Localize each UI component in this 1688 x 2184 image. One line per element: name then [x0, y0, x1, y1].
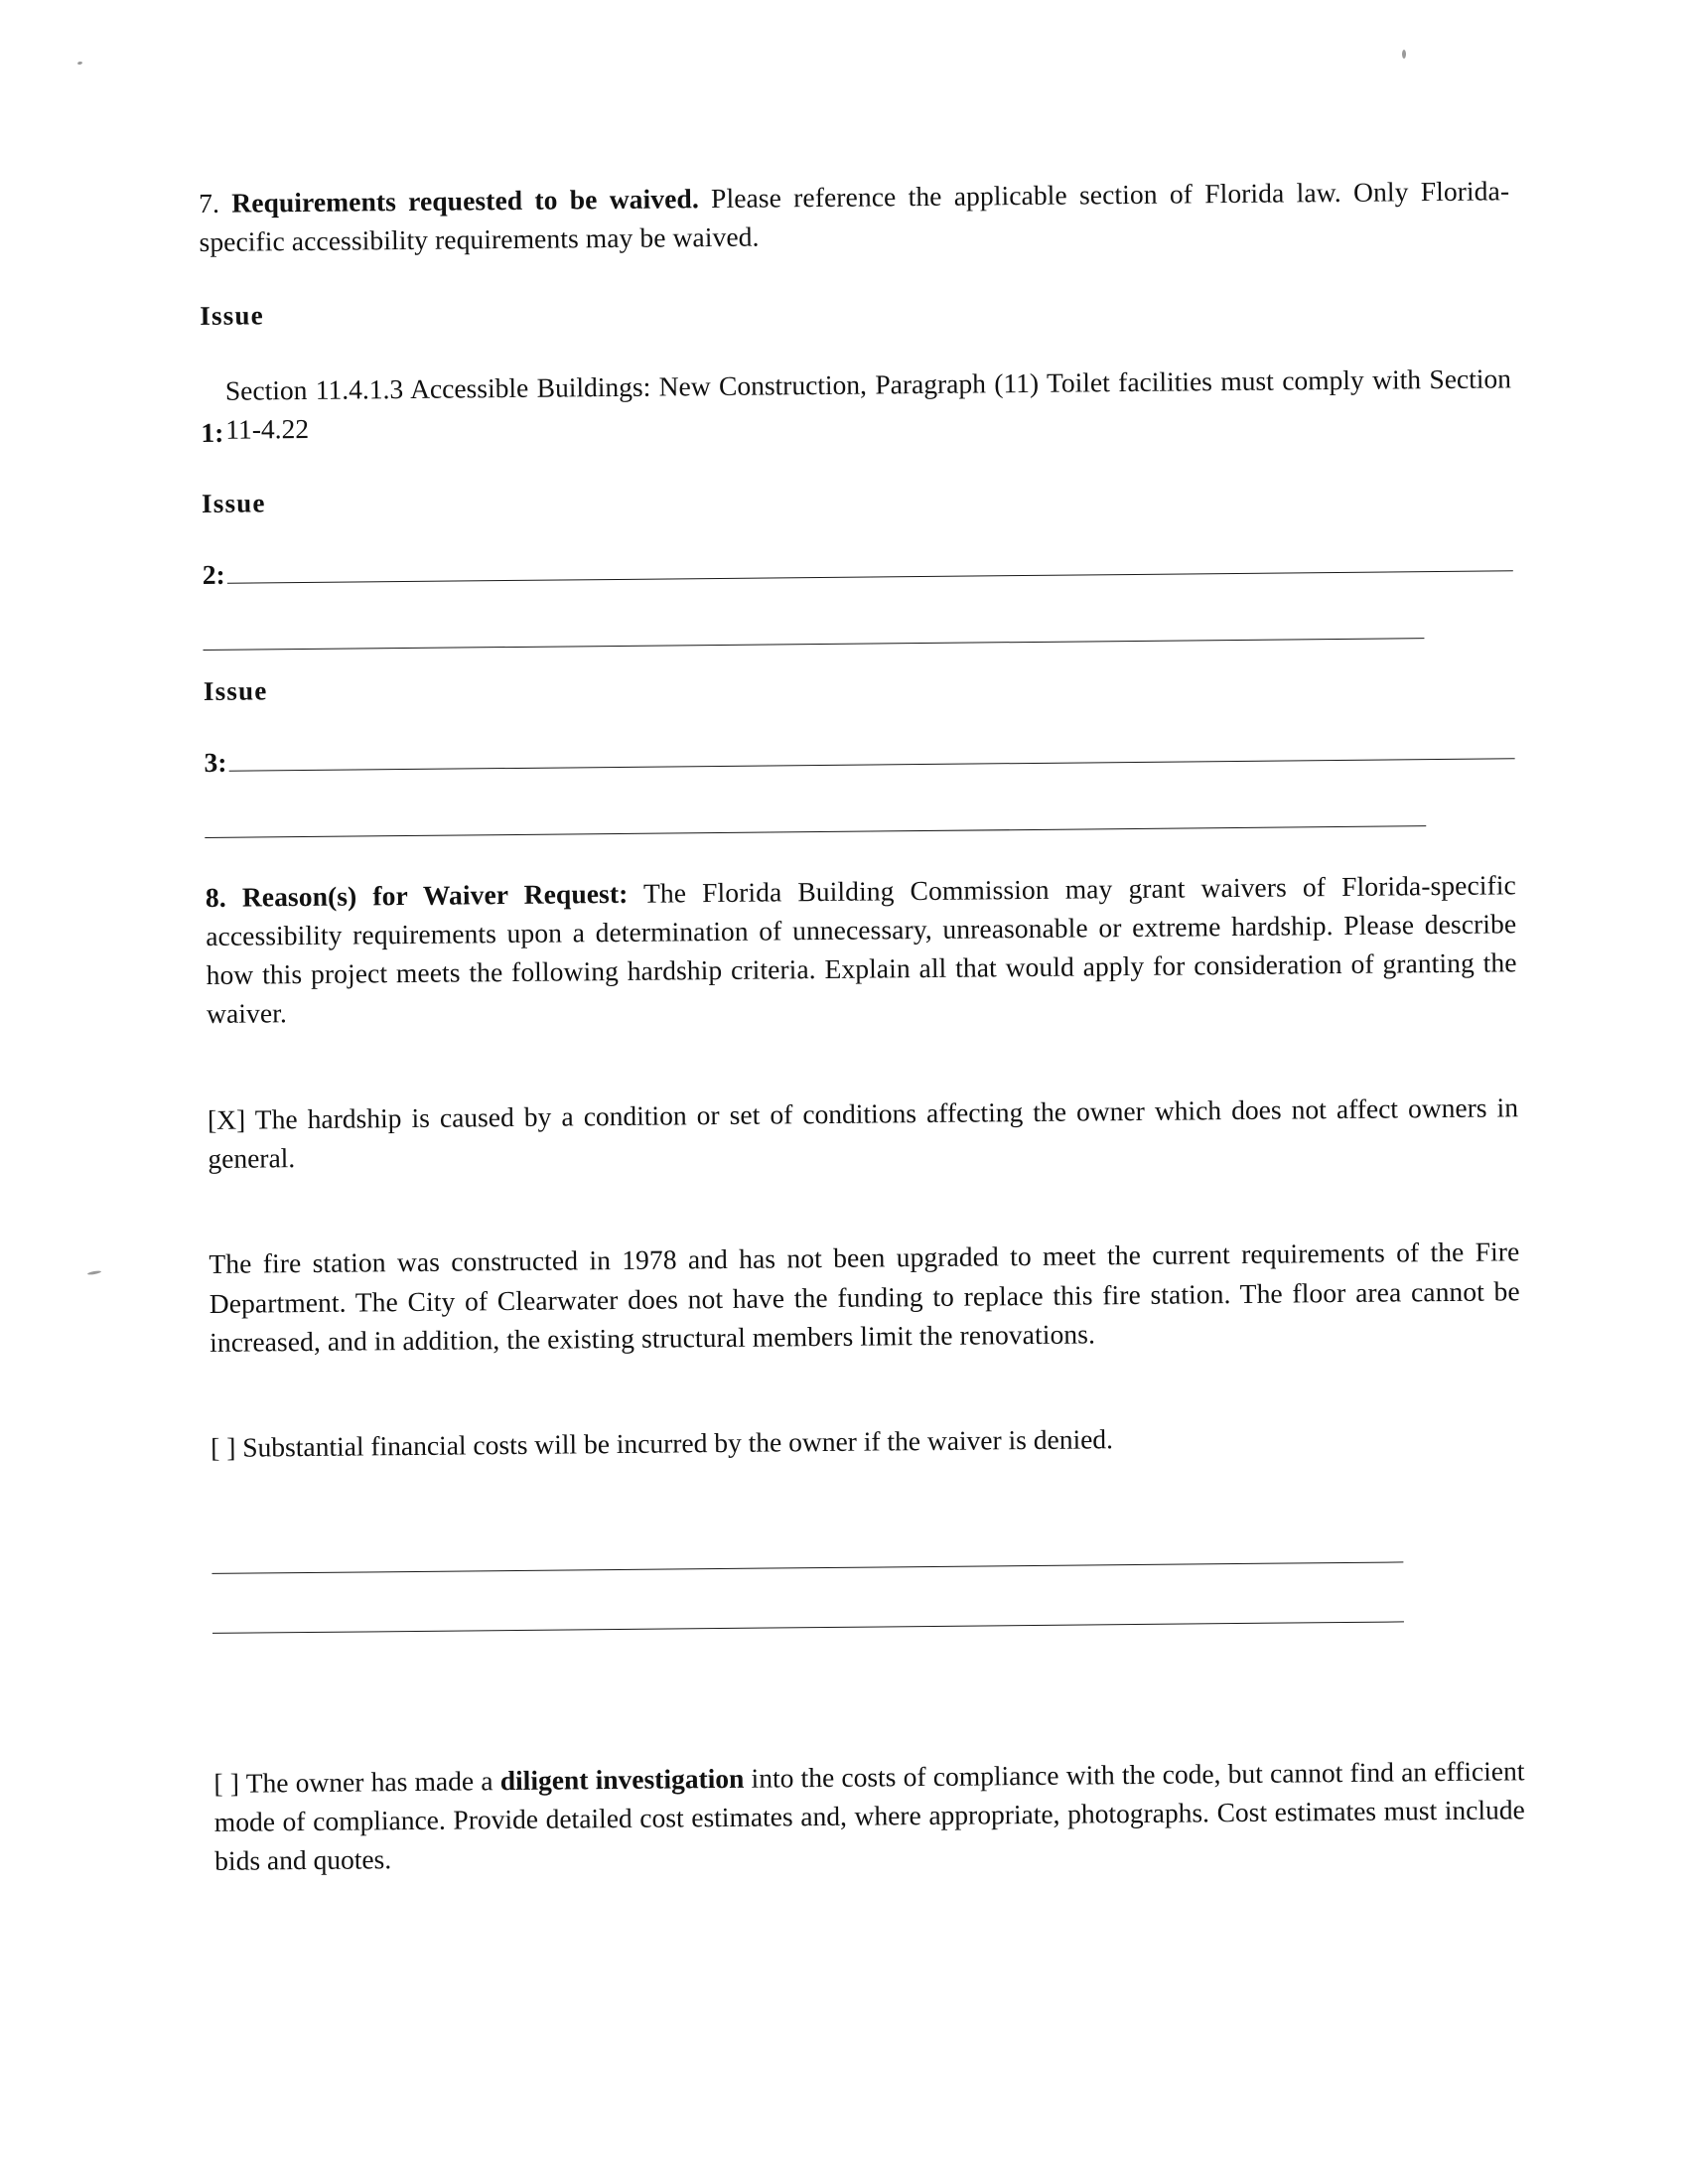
scan-speck-icon — [77, 62, 83, 66]
criterion-3-text-post: into the costs of compliance with the code, but cannot find an efficient mode of compliance. Provide detailed cost estimates and, where appropriate, photographs. Cost estimates must include bids and quotes. — [213, 1755, 1525, 1877]
criterion-2-text: Substantial financial costs will be incurred by the owner if the waiver is denied. — [235, 1423, 1114, 1463]
criterion-1-checkbox[interactable]: [X] — [207, 1103, 246, 1135]
issue-2-number: 2: — [202, 558, 225, 591]
section-8-number: 8. — [205, 881, 226, 914]
criterion-2-line[interactable] — [211, 1415, 1521, 1467]
criterion-3-text-pre: The owner has made a — [238, 1765, 500, 1799]
criterion-2-checkbox[interactable]: [ ] — [211, 1431, 236, 1464]
section-7-paragraph — [199, 171, 1510, 261]
issue-1-number: 1: — [201, 416, 224, 449]
criterion-1-text: The hardship is caused by a condition or set of conditions affecting the owner which does not affect owners in general. — [208, 1092, 1519, 1174]
scan-speck-icon — [87, 1270, 101, 1275]
issue-3-number: 3: — [204, 746, 227, 779]
criterion-1-line[interactable] — [208, 1088, 1519, 1178]
issue-1-text: Section 11.4.1.3 Accessible Buildings: New Construction, Paragraph (11) Toilet facilities must comply with Section 11-4.22 — [224, 363, 1512, 445]
criterion-1-answer: The fire station was constructed in 1978 and has not been upgraded to meet the current requirements of the Fire Department. The City of Clearwater does not have the funding to replace this fire station. The floor area cannot be increased, and in addition, the existing structural members limit the renovations. — [209, 1236, 1520, 1358]
section-7-heading: Requirements requested to be waived. — [231, 183, 699, 218]
criterion-3-line[interactable] — [213, 1751, 1525, 1880]
scan-speck-icon — [1402, 50, 1406, 59]
section-8-heading: Reason(s) for Waiver Request: — [241, 878, 629, 913]
document-body — [199, 171, 1526, 1907]
criterion-3-text-emphasis: diligent investigation — [499, 1762, 745, 1797]
section-8-paragraph — [206, 865, 1517, 1033]
issue-1-row — [201, 359, 1512, 449]
section-7-body: Please reference the applicable section of Florida law. Only Florida-specific accessibility requirements may be waived. — [199, 175, 1510, 258]
issue-2-label: Issue — [201, 488, 266, 519]
criterion-3-checkbox[interactable]: [ ] — [213, 1767, 240, 1800]
section-7-number: 7. — [199, 187, 220, 218]
issue-1-label: Issue — [200, 300, 264, 332]
issue-3-label: Issue — [203, 675, 268, 707]
section-8-body: The Florida Building Commission may grant waivers of Florida-specific accessibility requirements upon a determination of unnecessary, unreasonable or extreme hardship. Please describe how this project meets the following hardship criteria. Explain all that would apply for consideration of granting the waiver. — [206, 869, 1517, 1030]
